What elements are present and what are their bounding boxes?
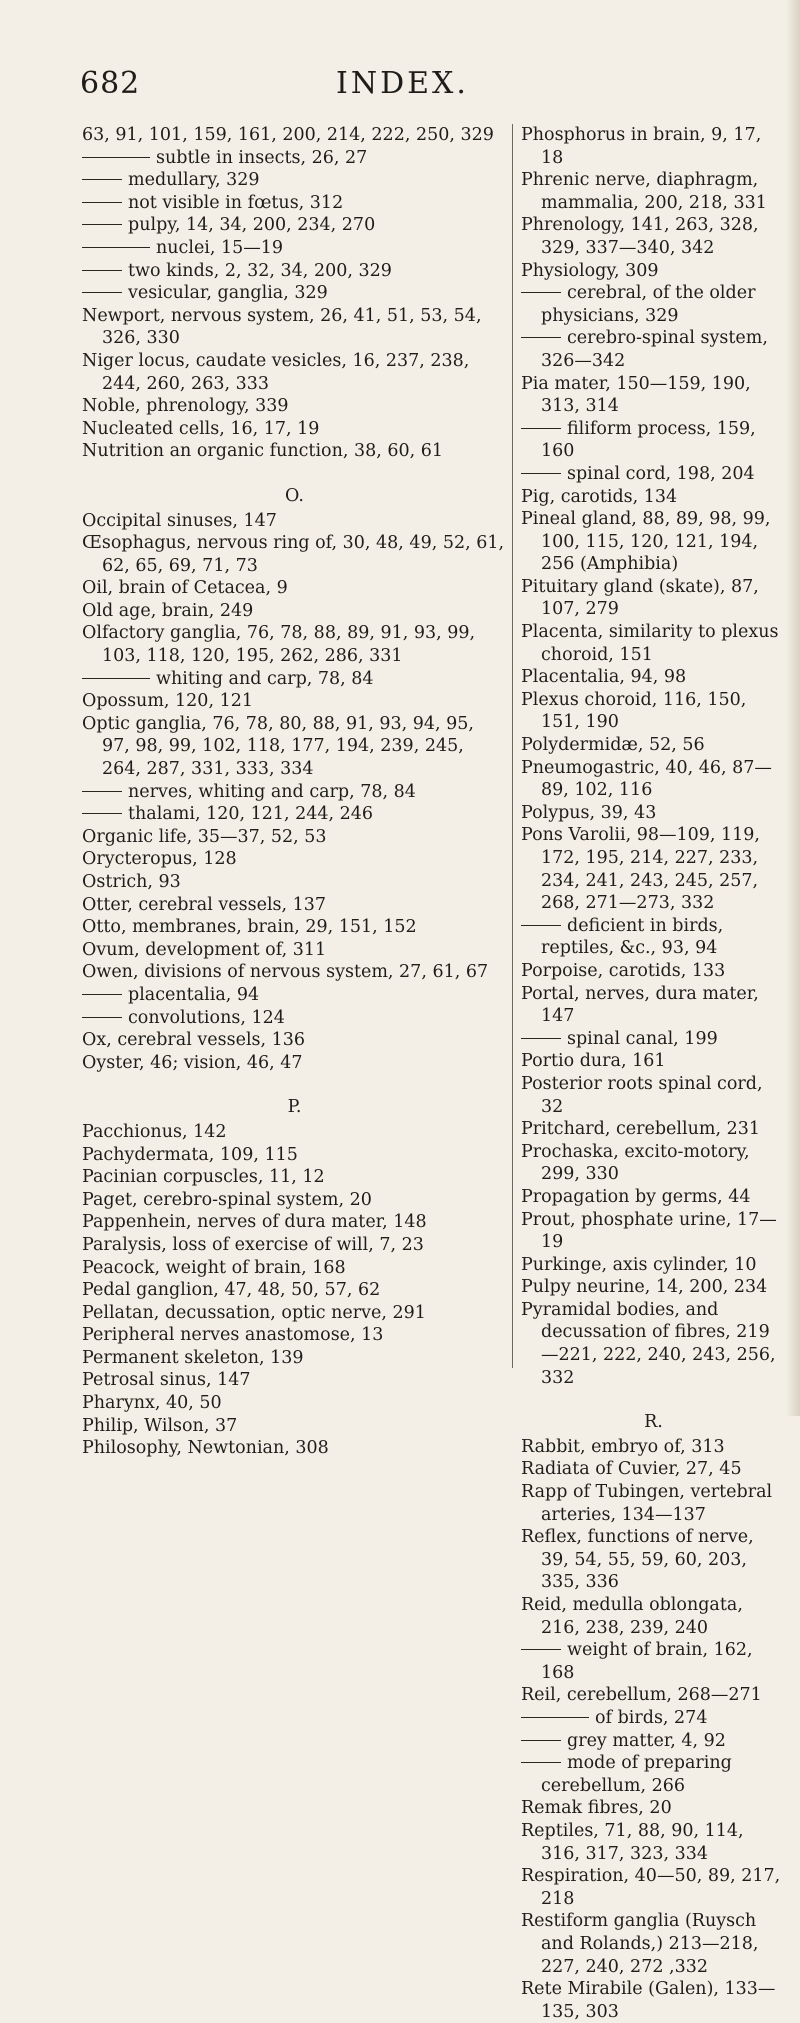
index-entry [82, 1007, 507, 1030]
ditto-dash [521, 1649, 561, 1650]
index-entry-text: Rete Mirabile (Galen), 133—135, 303 [521, 1979, 776, 2022]
index-entry [521, 1141, 786, 1186]
index-entry [82, 622, 507, 667]
section-letter: O. [285, 485, 304, 506]
index-entry-text: Nutrition an organic function, 38, 60, 61 [82, 441, 444, 462]
index-entry-text: deficient in birds, reptiles, &c., 93, 94 [541, 915, 724, 959]
index-entry-text: thalami, 120, 121, 244, 246 [128, 804, 374, 825]
index-entry [82, 1029, 507, 1052]
index-entry [82, 192, 507, 215]
index-entry [521, 463, 786, 486]
index-entry [82, 1052, 507, 1075]
index-entry-text: vesicular, ganglia, 329 [128, 283, 328, 304]
index-entry-text: Pellatan, decussation, optic nerve, 291 [82, 1302, 426, 1323]
index-entry-text: Newport, nervous system, 26, 41, 51, 53, 54, 326, 330 [82, 305, 482, 349]
index-entry [521, 1639, 786, 1684]
index-entry-text: Reptiles, 71, 88, 90, 114, 316, 317, 323, 334 [521, 1820, 744, 1864]
index-entry [521, 486, 786, 509]
index-entry [82, 1347, 507, 1370]
index-entry [82, 350, 507, 395]
index-entry [521, 1797, 786, 1820]
index-entry-text: nerves, whiting and carp, 78, 84 [128, 781, 416, 802]
index-entry-text: Old age, brain, 249 [82, 600, 254, 621]
index-entry-text: Noble, phrenology, 339 [82, 396, 289, 417]
index-entry-text: Placentalia, 94, 98 [521, 667, 687, 688]
index-entry [521, 1910, 786, 1978]
index-entry-text: Pineal gland, 88, 89, 98, 99, 100, 115, 120, 121, 194, 256 (Amphibia) [521, 509, 771, 575]
index-entry-text: Oyster, 46; vision, 46, 47 [82, 1052, 303, 1073]
index-entry [82, 668, 507, 691]
index-entry [521, 1073, 786, 1118]
index-column-left [82, 124, 507, 1460]
ditto-dash [82, 791, 122, 792]
index-entry-text: Pneumogastric, 40, 46, 87—89, 102, 116 [521, 757, 772, 801]
ditto-dash [521, 473, 561, 474]
ditto-dash [82, 1017, 122, 1018]
index-entry [82, 1189, 507, 1212]
index-entry-text: Pharynx, 40, 50 [82, 1393, 222, 1414]
index-entry-text: Otter, cerebral vessels, 137 [82, 894, 327, 915]
index-entry-text: Otto, membranes, brain, 29, 151, 152 [82, 917, 417, 938]
index-entry [82, 1166, 507, 1189]
column-divider [512, 124, 513, 1368]
index-entry [82, 532, 507, 577]
ditto-dash [521, 1717, 589, 1718]
index-entry [521, 418, 786, 463]
index-entry-text: Paralysis, loss of exercise of will, 7, 23 [82, 1234, 424, 1255]
index-entry-text: Permanent skeleton, 139 [82, 1347, 304, 1368]
index-entry-text: Purkinge, axis cylinder, 10 [521, 1254, 757, 1275]
index-entry [82, 305, 507, 350]
ditto-dash [82, 157, 150, 158]
page-edge-shadow [786, 0, 800, 1416]
index-entry-text: Portio dura, 161 [521, 1051, 666, 1072]
index-entry [521, 1865, 786, 1910]
page-number: 682 [80, 66, 141, 101]
index-entry-text: Polypus, 39, 43 [521, 802, 657, 823]
index-entry [521, 214, 786, 259]
index-entry-text: Restiform ganglia (Ruysch and Rolands,) 213—218, 227, 240, 272 ,332 [521, 1911, 759, 1977]
index-column-right [521, 124, 786, 2023]
index-entry-text: Pulpy neurine, 14, 200, 234 [521, 1277, 768, 1298]
index-entry [82, 781, 507, 804]
index-entry-text: whiting and carp, 78, 84 [156, 668, 374, 689]
index-entry [521, 1707, 786, 1730]
index-entry-text: Prochaska, excito-motory, 299, 330 [521, 1141, 750, 1185]
index-entry [521, 1276, 786, 1299]
index-entry-text: Phrenic nerve, diaphragm, mammalia, 200, 218, 331 [521, 170, 767, 213]
index-entry-text: Rapp of Tubingen, vertebral arteries, 134—137 [521, 1482, 773, 1525]
index-entry-text: Paget, cerebro-spinal system, 20 [82, 1189, 372, 1210]
ditto-dash [82, 292, 122, 293]
index-entry [82, 1369, 507, 1392]
index-entry [82, 169, 507, 192]
index-entry-text: Optic ganglia, 76, 78, 80, 88, 91, 93, 94, 95, 97, 98, 99, 102, 118, 177, 194, 239, 245, 264, 287, 331, 333, 334 [82, 713, 474, 780]
index-entry [82, 916, 507, 939]
section-letter: P. [287, 1097, 302, 1118]
index-entry-text: Pritchard, cerebellum, 231 [521, 1119, 760, 1140]
index-entry-text: Physiology, 309 [521, 260, 659, 281]
index-entry [521, 621, 786, 666]
index-entry-text: Olfactory ganglia, 76, 78, 88, 89, 91, 93, 99, 103, 118, 120, 195, 262, 286, 331 [82, 623, 476, 667]
index-entry [82, 440, 507, 463]
index-entry-text: Ostrich, 93 [82, 872, 181, 892]
index-entry [521, 1684, 786, 1707]
ditto-dash [521, 428, 561, 429]
index-entry [82, 690, 507, 713]
index-entry-text: Reil, cerebellum, 268—271 [521, 1685, 762, 1706]
index-entry-text: Peripheral nerves anastomose, 13 [82, 1325, 384, 1346]
index-entry-text: Pacchionus, 142 [82, 1121, 227, 1142]
index-entry [82, 395, 507, 418]
index-entry [82, 1392, 507, 1415]
index-entry [82, 848, 507, 871]
index-entry-text: Pedal ganglion, 47, 48, 50, 57, 62 [82, 1280, 381, 1301]
index-entry [521, 1118, 786, 1141]
index-entry-text: two kinds, 2, 32, 34, 200, 329 [128, 260, 392, 281]
index-entry [82, 600, 507, 623]
index-entry [521, 802, 786, 825]
index-entry-text: Porpoise, carotids, 133 [521, 960, 726, 981]
index-entry [82, 510, 507, 533]
index-entry [521, 576, 786, 621]
index-entry [82, 1144, 507, 1167]
index-entry-text: mode of preparing cerebellum, 266 [541, 1753, 732, 1796]
index-entry-text: Reid, medulla oblongata, 216, 238, 239, 240 [521, 1595, 743, 1638]
index-entry [521, 169, 786, 214]
index-entry-text: Peacock, weight of brain, 168 [82, 1257, 346, 1278]
index-entry-text: Philosophy, Newtonian, 308 [82, 1438, 329, 1459]
ditto-dash [82, 678, 150, 679]
index-entry-text: Posterior roots spinal cord, 32 [521, 1073, 763, 1117]
index-entry-text: Pons Varolii, 98—109, 119, 172, 195, 214, 227, 233, 234, 241, 243, 245, 257, 268, 271—273, 332 [521, 825, 760, 914]
index-entry-text: Propagation by germs, 44 [521, 1186, 751, 1207]
index-entry-text: Reflex, functions of nerve, 39, 54, 55, 59, 60, 203, 335, 336 [521, 1527, 754, 1593]
index-entry [521, 1820, 786, 1865]
index-entry [82, 939, 507, 962]
index-entry [521, 824, 786, 914]
index-entry [82, 1279, 507, 1302]
index-entry-text: convolutions, 124 [128, 1007, 285, 1028]
index-entry [82, 577, 507, 600]
index-entry [82, 418, 507, 441]
index-entry-text: Respiration, 40—50, 89, 217, 218 [521, 1866, 781, 1909]
page-title: INDEX. [336, 66, 469, 101]
ditto-dash [521, 1740, 561, 1741]
index-entry [82, 713, 507, 781]
ditto-dash [82, 224, 122, 225]
index-entry [82, 826, 507, 849]
index-entry-text: Pyramidal bodies, and decussation of fibres, 219—221, 222, 240, 243, 256, 332 [521, 1299, 776, 1388]
index-entry-text: Pacinian corpuscles, 11, 12 [82, 1167, 325, 1188]
index-entry-text: cerebral, of the older physicians, 329 [541, 283, 756, 326]
ditto-dash [82, 179, 122, 180]
index-entry [521, 960, 786, 983]
index-entry-text: cerebro-spinal system, 326—342 [541, 328, 768, 371]
ditto-dash [521, 925, 561, 926]
ditto-dash [82, 202, 122, 203]
index-entry [82, 1211, 507, 1234]
index-entry-text: Plexus choroid, 116, 150, 151, 190 [521, 689, 747, 733]
index-entry-text: nuclei, 15—19 [156, 237, 284, 258]
index-entry-text: Prout, phosphate urine, 17—19 [521, 1209, 777, 1253]
index-entry [82, 260, 507, 283]
index-entry-text: Niger locus, caudate vesicles, 16, 237, 238, 244, 260, 263, 333 [82, 350, 470, 394]
index-entry-text: of birds, 274 [595, 1707, 708, 1728]
index-entry-text: Ovum, development of, 311 [82, 939, 327, 960]
index-entry [82, 961, 507, 984]
ditto-dash [82, 813, 122, 814]
index-entry-text: Pachydermata, 109, 115 [82, 1144, 298, 1165]
index-entry [521, 1050, 786, 1073]
index-entry-text: Pituitary gland (skate), 87, 107, 279 [521, 576, 759, 620]
index-entry-text: Radiata of Cuvier, 27, 45 [521, 1459, 742, 1480]
index-entry [82, 1234, 507, 1257]
index-entry [521, 1752, 786, 1797]
index-entry-text: pulpy, 14, 34, 200, 234, 270 [128, 215, 376, 236]
index-entry [82, 214, 507, 237]
index-entry [521, 260, 786, 283]
index-entry-text: grey matter, 4, 92 [567, 1730, 726, 1751]
index-entry [521, 915, 786, 960]
index-entry [521, 983, 786, 1028]
ditto-dash [521, 1038, 561, 1039]
index-entry [82, 894, 507, 917]
index-entry [82, 803, 507, 826]
index-entry [82, 147, 507, 170]
index-entry [521, 757, 786, 802]
index-entry-text: Orycteropus, 128 [82, 849, 237, 870]
index-entry-text: Rabbit, embryo of, 313 [521, 1436, 725, 1457]
index-entry-text: Polydermidæ, 52, 56 [521, 735, 705, 756]
index-entry-text: Phosphorus in brain, 9, 17, 18 [521, 125, 762, 168]
index-entry [82, 871, 507, 894]
index-entry-text: filiform process, 159, 160 [541, 418, 756, 462]
index-entry-text: Remak fibres, 20 [521, 1798, 672, 1819]
index-entry [82, 1302, 507, 1325]
index-entry [521, 666, 786, 689]
index-entry-text: Phrenology, 141, 263, 328, 329, 337—340, 342 [521, 215, 759, 258]
index-entry [82, 1257, 507, 1280]
index-entry [82, 1324, 507, 1347]
ditto-dash [521, 1762, 561, 1763]
index-entry [521, 689, 786, 734]
ditto-dash [521, 292, 561, 293]
index-entry [82, 1437, 507, 1460]
index-entry [521, 1436, 786, 1459]
index-entry [82, 1415, 507, 1438]
index-entry [521, 1209, 786, 1254]
index-entry [521, 373, 786, 418]
index-entry-text: Nucleated cells, 16, 17, 19 [82, 418, 320, 439]
index-entry [521, 1299, 786, 1389]
index-entry-text: Portal, nerves, dura mater, 147 [521, 983, 759, 1027]
index-entry-text: Owen, divisions of nervous system, 27, 61, 67 [82, 962, 489, 983]
index-entry [82, 1121, 507, 1144]
index-entry [521, 1028, 786, 1051]
index-entry [82, 984, 507, 1007]
ditto-dash [521, 337, 561, 338]
ditto-dash [82, 270, 122, 271]
index-entry [521, 1458, 786, 1481]
index-entry-text: Opossum, 120, 121 [82, 691, 253, 712]
index-entry [521, 508, 786, 576]
index-entry [521, 1186, 786, 1209]
index-entry [521, 1481, 786, 1526]
index-entry-text: spinal canal, 199 [567, 1028, 718, 1049]
index-entry-text: Ox, cerebral vessels, 136 [82, 1030, 306, 1051]
section-letter: R. [644, 1412, 663, 1433]
index-entry-text: Pig, carotids, 134 [521, 486, 678, 507]
index-entry-text: Pappenhein, nerves of dura mater, 148 [82, 1212, 427, 1233]
index-entry-text: Pia mater, 150—159, 190, 313, 314 [521, 373, 751, 417]
index-entry-text: Oil, brain of Cetacea, 9 [82, 578, 288, 599]
ditto-dash [82, 247, 150, 248]
index-entry [521, 1730, 786, 1753]
index-entry-text: Petrosal sinus, 147 [82, 1370, 251, 1391]
index-entry [82, 282, 507, 305]
index-entry [521, 1594, 786, 1639]
index-entry-text: medullary, 329 [128, 170, 260, 191]
index-entry-text: Occipital sinuses, 147 [82, 510, 277, 531]
index-entry-text: 63, 91, 101, 159, 161, 200, 214, 222, 250, 329 [82, 125, 494, 145]
ditto-dash [82, 994, 122, 995]
index-entry [521, 327, 786, 372]
index-entry [82, 124, 507, 147]
index-entry-text: placentalia, 94 [128, 984, 260, 1005]
index-entry [521, 124, 786, 169]
index-entry-text: Placenta, similarity to plexus choroid, 151 [521, 622, 779, 665]
index-entry-text: not visible in fœtus, 312 [128, 192, 344, 213]
index-entry [82, 237, 507, 260]
index-entry-text: Organic life, 35—37, 52, 53 [82, 826, 327, 847]
index-entry [521, 1978, 786, 2023]
index-entry-text: Œsophagus, nervous ring of, 30, 48, 49, 52, 61, 62, 65, 69, 71, 73 [82, 533, 505, 576]
index-entry [521, 1526, 786, 1594]
index-entry-text: spinal cord, 198, 204 [567, 463, 755, 484]
index-entry-text: weight of brain, 162, 168 [541, 1640, 753, 1683]
index-entry-text: subtle in insects, 26, 27 [156, 147, 368, 168]
index-entry-text: Philip, Wilson, 37 [82, 1415, 238, 1436]
index-entry [521, 1254, 786, 1277]
index-entry [521, 734, 786, 757]
index-entry [521, 282, 786, 327]
